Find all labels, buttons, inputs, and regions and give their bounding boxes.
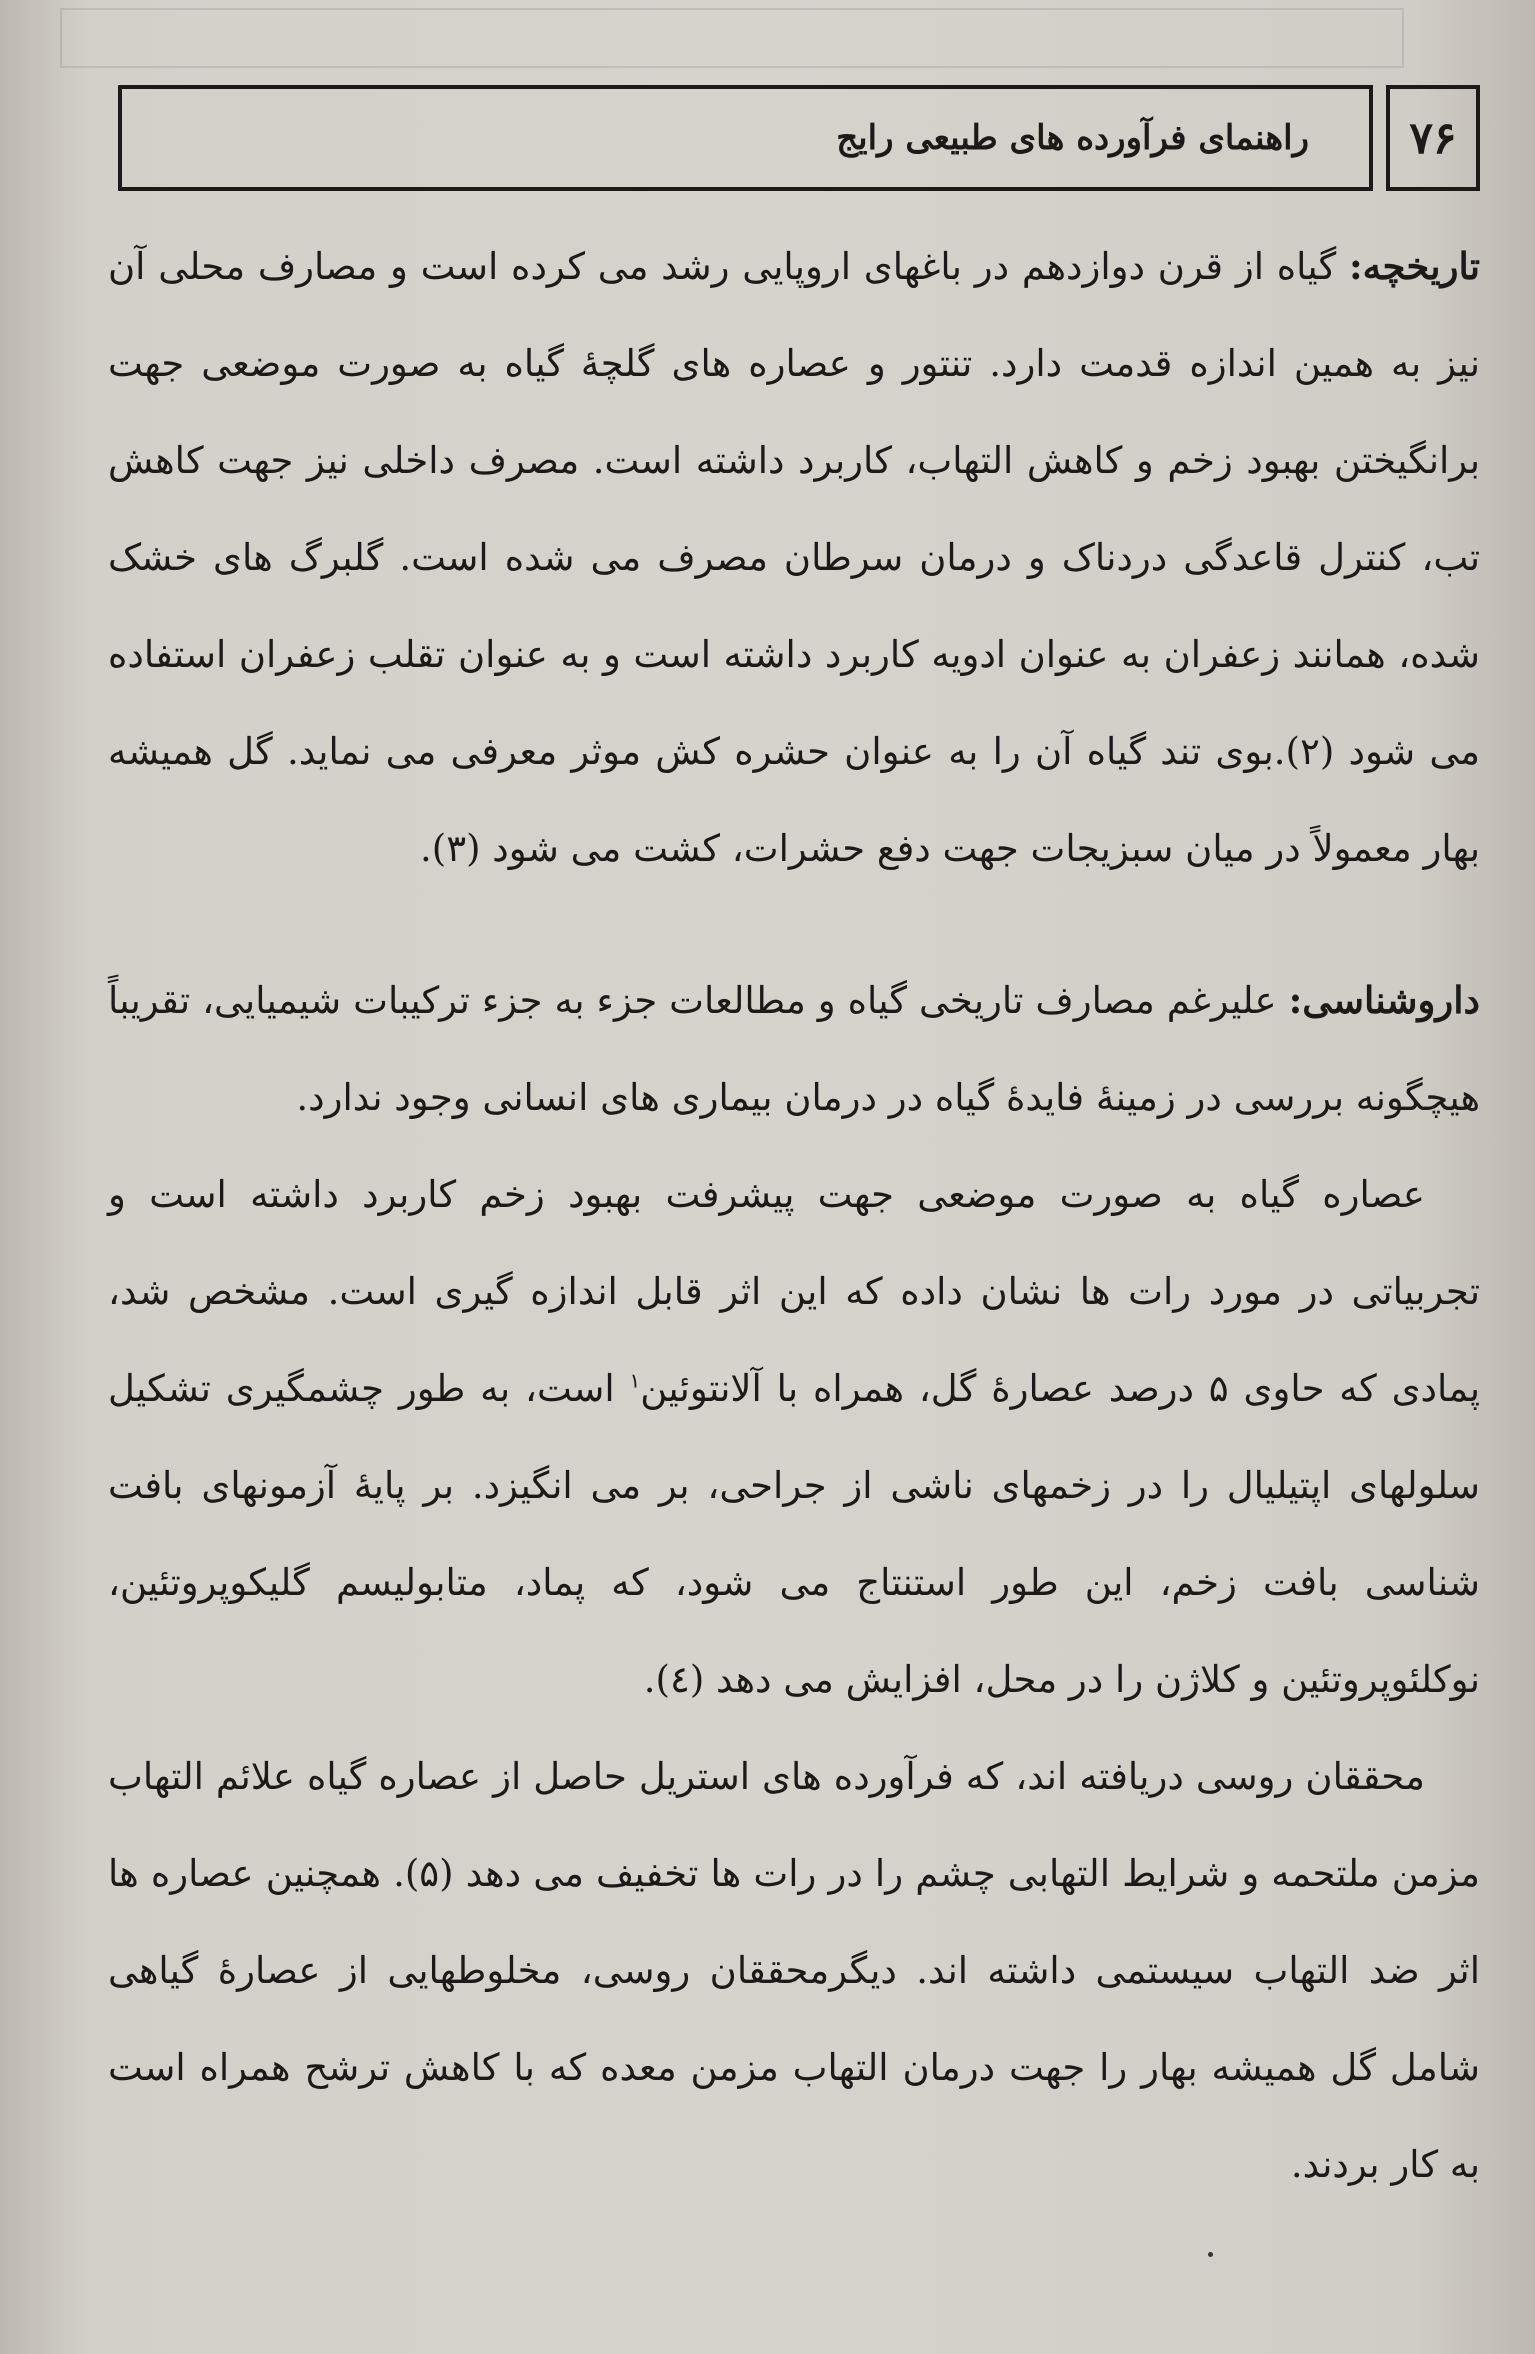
page-number: ۷۶ (1409, 112, 1457, 164)
footnote-marker: ۱ (629, 1368, 641, 1393)
paragraph-wound-healing (108, 1146, 1480, 1728)
history-heading: تاریخچه: (1349, 244, 1481, 288)
pharmacology-text: علیرغم مصارف تاریخی گیاه و مطالعات جزء به جزء ترکیبات شیمیایی، تقریباً هیچگونه بررسی در زمینهٔ فایدهٔ گیاه در درمان بیماری های انسانی وجود ندارد. (108, 979, 1480, 1119)
bleed-through-header (60, 8, 1404, 68)
page-body (108, 218, 1480, 2213)
page-number-box (1386, 85, 1480, 191)
paragraph-history (108, 218, 1480, 897)
russian-research-text: محققان روسی دریافته اند، که فرآورده های استریل حاصل از عصاره گیاه علائم التهاب مزمن ملتحمه و شرایط التهابی چشم را در رات ها تخفیف می دهد (۵). همچنین عصاره ها اثر ضد التهاب سیستمی داشته اند. دیگرمحققان روسی، مخلوطهایی از عصارهٔ گیاهی شامل گل همیشه بهار را جهت درمان التهاب مزمن معده که با کاهش ترشح همراه است به کار بردند. (108, 1755, 1480, 2186)
ink-speck (1208, 2252, 1213, 2257)
running-title: راهنمای فرآورده های طبیعی رایج (836, 118, 1309, 158)
running-title-box (118, 85, 1373, 191)
paragraph-russian-research (108, 1728, 1480, 2213)
paragraph-pharmacology (108, 952, 1480, 1146)
wound-healing-text-b: است، به طور چشمگیری تشکیل سلولهای اپتیلیال را در زخمهای ناشی از جراحی، بر می انگیزد. بر پایهٔ آزمونهای بافت شناسی بافت زخم، این طور استنتاج می شود، که پماد، متابولیسم گلیکوپروتئین، نوکلئوپروتئین و کلاژن را در محل، افزایش می دهد (٤). (108, 1367, 1480, 1701)
wound-healing-text-a: عصاره گیاه به صورت موضعی جهت پیشرفت بهبود زخم کاربرد داشته است و تجربیاتی در مورد رات ها نشان داده که این اثر قابل اندازه گیری است. مشخص شد، پمادی که حاوی ۵ درصد عصارهٔ گل، همراه با آلانتوئین (108, 1173, 1480, 1410)
history-text: گیاه از قرن دوازدهم در باغهای اروپایی رشد می کرده است و مصارف محلی آن نیز به همین اندازه قدمت دارد. تنتور و عصاره های گلچهٔ گیاه به صورت موضعی جهت برانگیختن بهبود زخم و کاهش التهاب، کاربرد داشته است. مصرف داخلی نیز جهت کاهش تب، کنترل قاعدگی دردناک و درمان سرطان مصرف می شده است. گلبرگ های خشک شده، همانند زعفران به عنوان ادویه کاربرد داشته است و به عنوان تقلب زعفران استفاده می شود (۲).بوی تند گیاه آن را به عنوان حشره کش موثر معرفی می نماید. گل همیشه بهار معمولاً در میان سبزیجات جهت دفع حشرات، کشت می شود (۳). (108, 245, 1480, 870)
pharmacology-heading: داروشناسی: (1288, 978, 1480, 1022)
page-header (118, 85, 1480, 197)
